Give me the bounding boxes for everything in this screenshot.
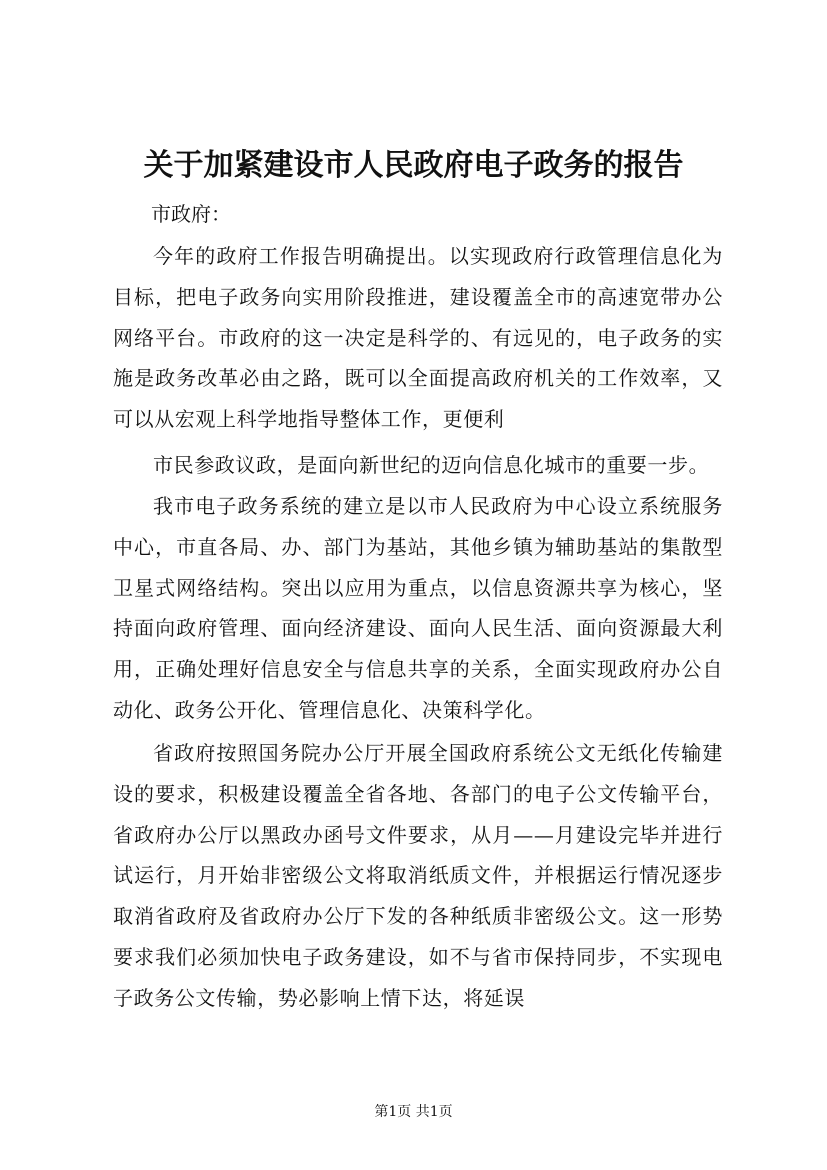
paragraph-3: 我市电子政务系统的建立是以市人民政府为中心设立系统服务中心，市直各局、办、部门为基站，其他乡镇为辅助基站的集散型卫星式网络结构。突出以应用为重点，以信息资源共享为核心，坚持面向政府管理、面向经济建设、面向人民生活、面向资源最大利用，正确处理好信息安全与信息共享的关系，全面实现政府办公自动化、政务公开化、管理信息化、决策科学化。 (113, 494, 723, 722)
paragraph-4: 省政府按照国务院办公厅开展全国政府系统公文无纸化传输建设的要求，积极建设覆盖全省各地、各部门的电子公文传输平台，省政府办公厅以黑政办函号文件要求，从月——月建设完毕并进行试运行，月开始非密级公文将取消纸质文件，并根据运行情况逐步取消省政府及省政府办公厅下发的各种纸质非密级公文。这一形势要求我们必须加快电子政务建设，如不与省市保持同步，不实现电子政务公文传输，势必影响上情下达，将延误 (113, 741, 723, 1010)
paragraph-1: 今年的政府工作报告明确提出。以实现政府行政管理信息化为目标，把电子政务向实用阶段推进，建设覆盖全市的高速宽带办公网络平台。市政府的这一决定是科学的、有远见的，电子政务的实施是政务改革必由之路，既可以全面提高政府机关的工作效率，又可以从宏观上科学地指导整体工作，更便利 (113, 244, 723, 432)
salutation: 市政府： (151, 202, 231, 226)
page-footer: 第1页 共1页 (374, 1104, 453, 1120)
paragraph-2: 市民参政议政，是面向新世纪的迈向信息化城市的重要一步。 (153, 453, 710, 477)
document-title: 关于加紧建设市人民政府电子政务的报告 (143, 148, 684, 183)
